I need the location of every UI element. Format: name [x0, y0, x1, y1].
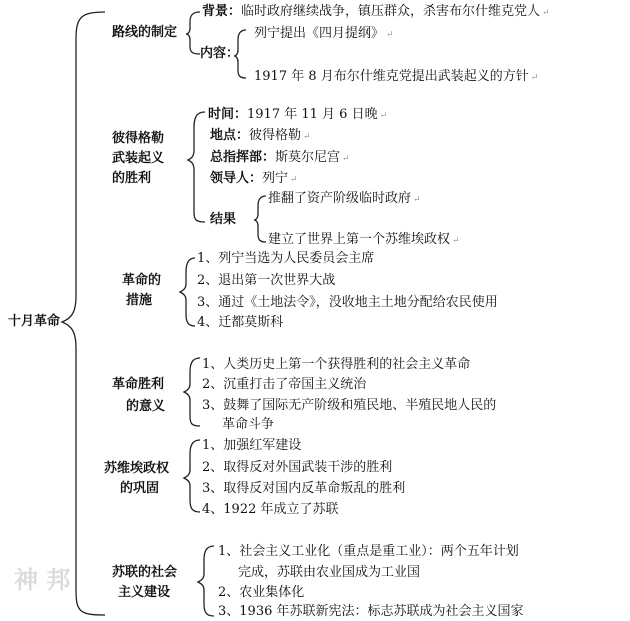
s5-title-line1: 苏维埃政权 [104, 461, 170, 476]
s2-place-label: 地点： [210, 128, 250, 143]
s6-title-line1: 苏联的社会 [112, 565, 178, 580]
s1-background-label: 背景： [202, 4, 242, 19]
brace-s2 [188, 112, 205, 222]
s6-title-line2: 主义建设 [118, 585, 171, 600]
paragraph-mark: ↵ [342, 154, 350, 164]
s5-item-1: 1、加强红军建设 [202, 438, 302, 453]
s2-title-line1: 彼得格勒 [112, 131, 165, 146]
s6-item-2: 2、农业集体化 [218, 585, 305, 600]
watermark: 神 邦 [14, 566, 71, 594]
s4-item-3-cont: 革命斗争 [222, 417, 275, 432]
s2-leader-label: 领导人： [210, 171, 263, 186]
s2-leader-value: 列宁 [262, 171, 289, 186]
s2-result-1-text: 推翻了资产阶级临时政府 [268, 191, 412, 206]
s2-leader [210, 170, 298, 189]
root-brace [62, 12, 105, 615]
s1-content-1-text: 列宁提出《四月提纲》 [254, 26, 385, 41]
paragraph-mark: ↵ [290, 175, 298, 185]
s5-title-line2: 的巩固 [120, 481, 160, 496]
paragraph-mark: ↵ [452, 236, 460, 246]
s2-result-2-text: 建立了世界上第一个苏维埃政权 [268, 232, 451, 247]
s2-place [210, 127, 311, 146]
paragraph-mark: ↵ [413, 195, 421, 205]
s5-item-2: 2、取得反对外国武装干涉的胜利 [202, 460, 393, 475]
s4-item-3: 3、鼓舞了国际无产阶级和殖民地、半殖民地人民的 [202, 398, 497, 413]
s1-content-label: 内容： [200, 46, 240, 61]
s1-content-2 [254, 68, 538, 87]
s6-item-3: 3、1936 年苏联新宪法：标志苏联成为社会主义国家 [218, 604, 524, 619]
s3-title-line1: 革命的 [122, 273, 162, 288]
paragraph-mark: ↵ [303, 132, 311, 142]
s2-hq-value: 斯莫尔尼宫 [275, 150, 341, 165]
s2-hq [210, 149, 350, 168]
root-title: 十月革命 [8, 314, 61, 329]
s2-time-label: 时间： [208, 107, 248, 122]
s1-background-text: 临时政府继续战争，镇压群众，杀害布尔什维克党人 [241, 4, 541, 19]
s1-content-2-text: 1917 年 8 月布尔什维克党提出武装起义的方针 [254, 69, 529, 84]
s3-title-line2: 措施 [126, 293, 153, 308]
s3-item-4: 4、迁都莫斯科 [197, 315, 284, 330]
s6-item-1-cont: 完成，苏联由农业国成为工业国 [238, 565, 421, 580]
s3-item-3: 3、通过《土地法令》，没收地主土地分配给农民使用 [197, 295, 498, 310]
s1-content-1 [254, 25, 394, 44]
s2-title-line2: 武装起义 [112, 151, 165, 166]
s6-item-1: 1、社会主义工业化（重点是重工业）：两个五年计划 [218, 544, 519, 559]
s1-title: 路线的制定 [112, 25, 178, 40]
brace-s2-result [254, 196, 266, 242]
s5-item-4: 4、1922 年成立了苏联 [202, 502, 339, 517]
s3-item-1: 1、列宁当选为人民委员会主席 [197, 251, 375, 266]
s2-result-1 [268, 190, 421, 209]
s1-background [202, 3, 550, 22]
paragraph-mark: ↵ [386, 30, 394, 40]
s5-item-3: 3、取得反对国内反革命叛乱的胜利 [202, 481, 406, 496]
s2-result-label: 结果 [210, 212, 237, 227]
paragraph-mark: ↵ [379, 111, 388, 121]
s3-item-2: 2、退出第一次世界大战 [197, 273, 336, 288]
paragraph-mark: ↵ [542, 8, 550, 18]
brace-s4 [184, 358, 200, 426]
s2-hq-label: 总指挥部： [210, 150, 276, 165]
brace-s5 [184, 440, 200, 512]
s2-place-value: 彼得格勒 [249, 128, 302, 143]
s4-item-1: 1、人类历史上第一个获得胜利的社会主义革命 [202, 357, 471, 372]
s2-time [208, 106, 387, 125]
s2-time-value: 1917 年 11 月 6 日晚 [247, 107, 378, 122]
s2-result-2 [268, 231, 460, 250]
s4-title-line1: 革命胜利 [112, 377, 165, 392]
brace-s6 [198, 546, 214, 616]
paragraph-mark: ↵ [530, 73, 539, 83]
brace-s1 [186, 12, 200, 54]
s2-title-line3: 的胜利 [112, 171, 152, 186]
brace-s3 [180, 258, 195, 326]
s4-title-line2: 的意义 [126, 399, 166, 414]
s4-item-2: 2、沉重打击了帝国主义统治 [202, 377, 367, 392]
